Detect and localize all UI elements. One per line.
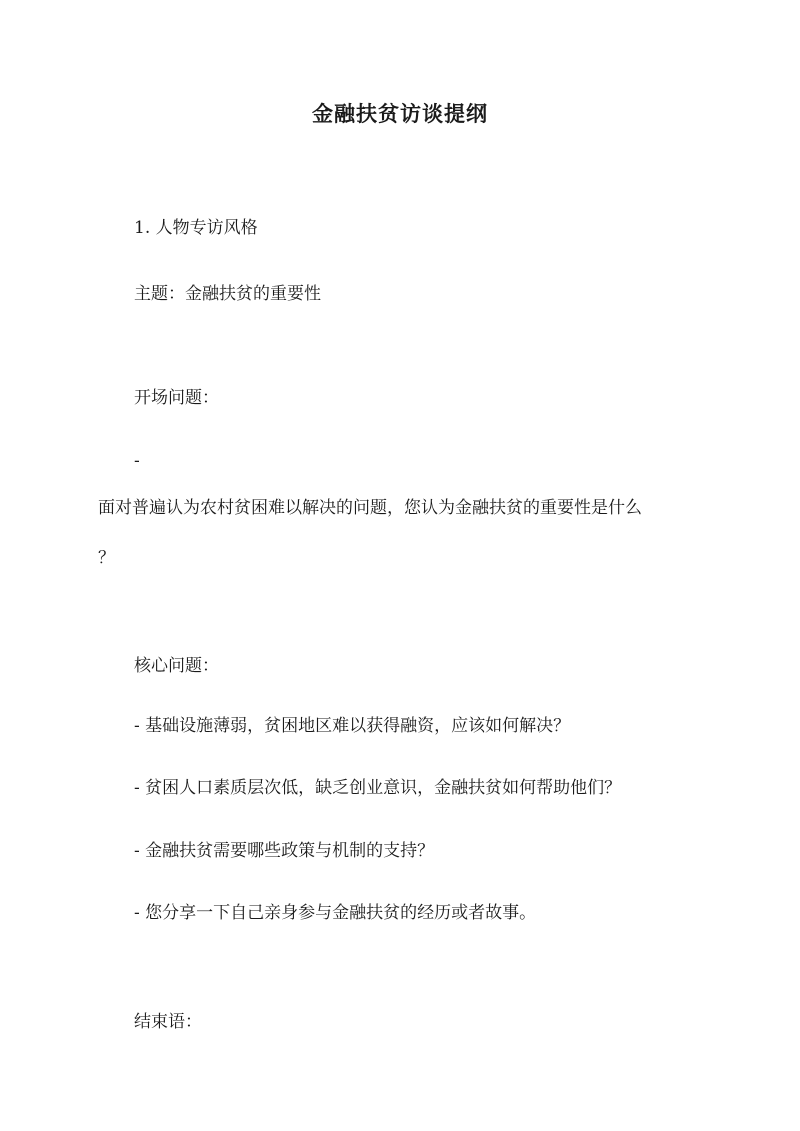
closing-label: 结束语： <box>134 1012 202 1032</box>
document-title: 金融扶贫访谈提纲 <box>312 101 488 126</box>
core-question-4: - 您分享一下自己亲身参与金融扶贫的经历或者故事。 <box>134 903 537 923</box>
core-question-1: - 基础设施薄弱，贫困地区难以获得融资，应该如何解决？ <box>134 716 571 736</box>
opening-label: 开场问题： <box>134 388 219 408</box>
opening-question-line1: 面对普遍认为农村贫困难以解决的问题，您认为金融扶贫的重要性是什么 <box>98 498 642 518</box>
opening-dash: - <box>134 451 140 471</box>
opening-question-line2: ？ <box>98 548 115 568</box>
topic-line: 主题：金融扶贫的重要性 <box>134 284 321 304</box>
core-question-3: - 金融扶贫需要哪些政策与机制的支持？ <box>134 841 435 861</box>
core-question-2: - 贫困人口素质层次低，缺乏创业意识，金融扶贫如何帮助他们？ <box>134 778 622 798</box>
core-label: 核心问题： <box>134 656 219 676</box>
section-heading: 1. 人物专访风格 <box>134 218 258 238</box>
